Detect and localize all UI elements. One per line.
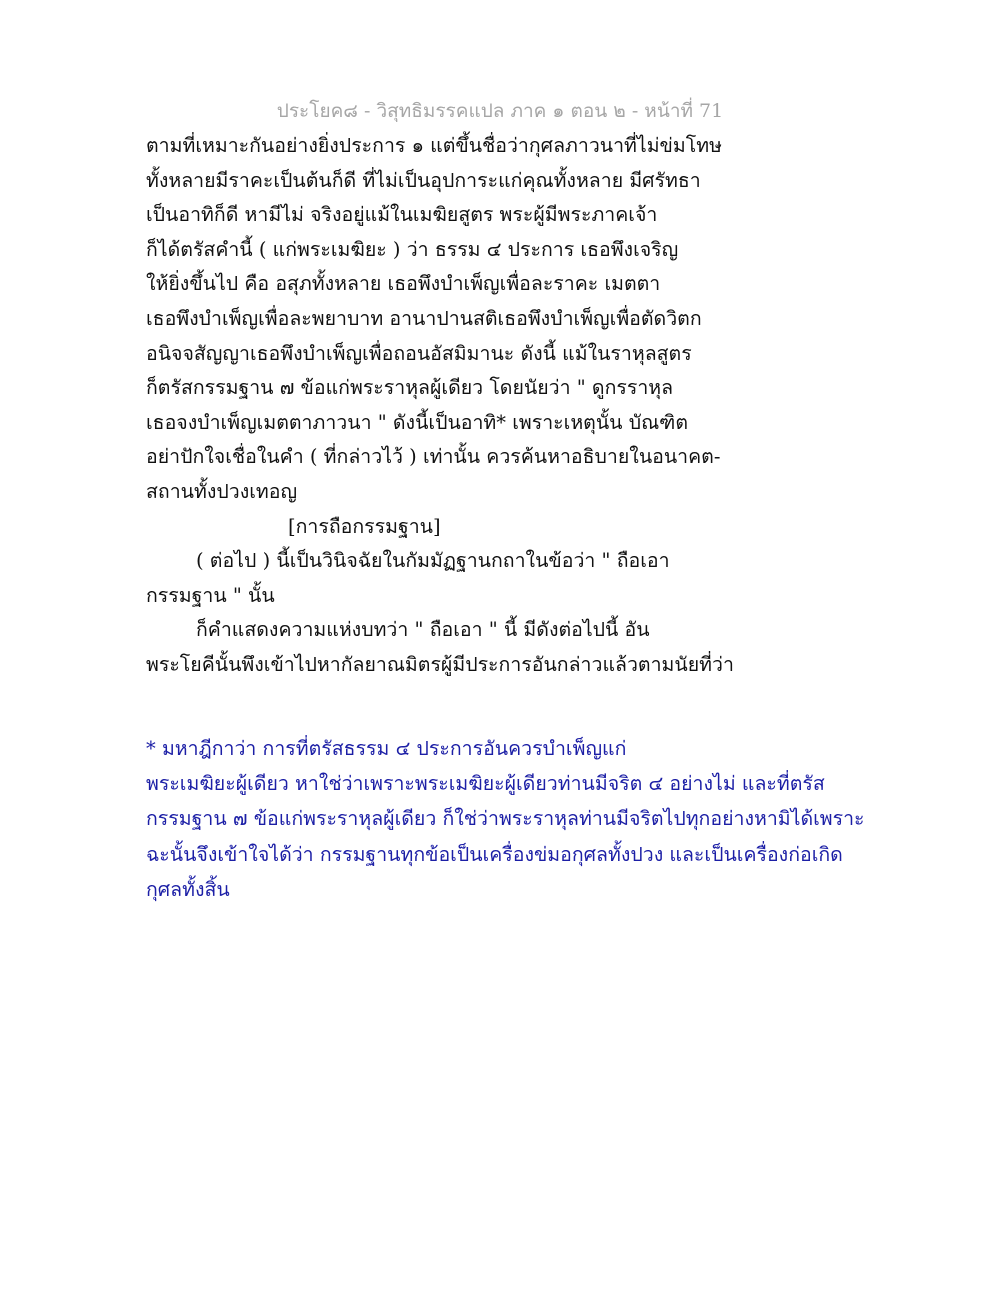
paragraph-2-line: กรรมฐาน " นั้น <box>146 583 275 607</box>
footnote-line: * มหาฎีกาว่า การที่ตรัสธรรม ๔ ประการอันควรบำเพ็ญแก่ <box>146 737 627 760</box>
page-header <box>0 96 1000 126</box>
body-line: ให้ยิ่งขึ้นไป คือ อสุภทั้งหลาย เธอพึงบำเพ็ญเพื่อละราคะ เมตตา <box>146 272 661 296</box>
section-heading: [การถือกรรมฐาน] <box>288 514 441 538</box>
body-line: ก็ตรัสกรรมฐาน ๗ ข้อแก่พระราหุลผู้เดียว โดยนัยว่า " ดูกรราหุล <box>146 376 674 400</box>
body-line: เธอพึงบำเพ็ญเพื่อละพยาบาท อานาปานสติเธอพึงบำเพ็ญเพื่อตัดวิตก <box>146 306 702 330</box>
body-line: เป็นอาทิก็ดี หามีไม่ จริงอยู่แม้ในเมฆิยสูตร พระผู้มีพระภาคเจ้า <box>146 203 658 227</box>
footnote-line: กุศลทั้งสิ้น <box>146 877 230 901</box>
footnote-line: กรรมฐาน ๗ ข้อแก่พระราหุลผู้เดียว ก็ใช่ว่าพระราหุลท่านมีจริตไปทุกอย่างหามิได้เพราะ <box>146 807 865 831</box>
footnote-line: ฉะนั้นจึงเข้าใจได้ว่า กรรมฐานทุกข้อเป็นเครื่องข่มอกุศลทั้งปวง และเป็นเครื่องก่อเกิด <box>146 842 843 866</box>
footnote <box>146 731 906 907</box>
body-line: อนิจจสัญญาเธอพึงบำเพ็ญเพื่อถอนอัสมิมานะ ดังนี้ แม้ในราหุลสูตร <box>146 341 692 365</box>
body-line: ทั้งหลายมีราคะเป็นต้นก็ดี ที่ไม่เป็นอุปการะแก่คุณทั้งหลาย มีศรัทธา <box>146 168 701 192</box>
body-line: ก็ได้ตรัสคำนี้ ( แก่พระเมฆิยะ ) ว่า ธรรม ๔ ประการ เธอพึงเจริญ <box>146 237 679 261</box>
main-body <box>146 129 906 683</box>
paragraph-3-line: ก็คำแสดงความแห่งบทว่า " ถือเอา " นี้ มีดังต่อไปนี้ อัน <box>196 618 650 642</box>
page-header-text: ประโยค๘ - วิสุทธิมรรคแปล ภาค ๑ ตอน ๒ - หน้าที่ 71 <box>276 100 724 122</box>
body-line: สถานทั้งปวงเทอญ <box>146 479 298 503</box>
paragraph-3-line: พระโยคีนั้นพึงเข้าไปหากัลยาณมิตรผู้มีประการอันกล่าวแล้วตามนัยที่ว่า <box>146 652 734 676</box>
body-line: เธอจงบำเพ็ญเมตตาภาวนา " ดังนี้เป็นอาทิ* เพราะเหตุนั้น บัณฑิต <box>146 410 689 434</box>
body-line: ตามที่เหมาะกันอย่างยิ่งประการ ๑ แต่ขึ้นชื่อว่ากุศลภาวนาที่ไม่ข่มโทษ <box>146 134 722 157</box>
paragraph-2-line: ( ต่อไป ) นี้เป็นวินิจฉัยในกัมมัฏฐานกถาในข้อว่า " ถือเอา <box>196 549 670 573</box>
body-line: อย่าปักใจเชื่อในคำ ( ที่กล่าวไว้ ) เท่านั้น ควรค้นหาอธิบายในอนาคต- <box>146 445 721 469</box>
footnote-line: พระเมฆิยะผู้เดียว หาใช่ว่าเพราะพระเมฆิยะผู้เดียวท่านมีจริต ๔ อย่างไม่ และที่ตรัส <box>146 772 825 796</box>
